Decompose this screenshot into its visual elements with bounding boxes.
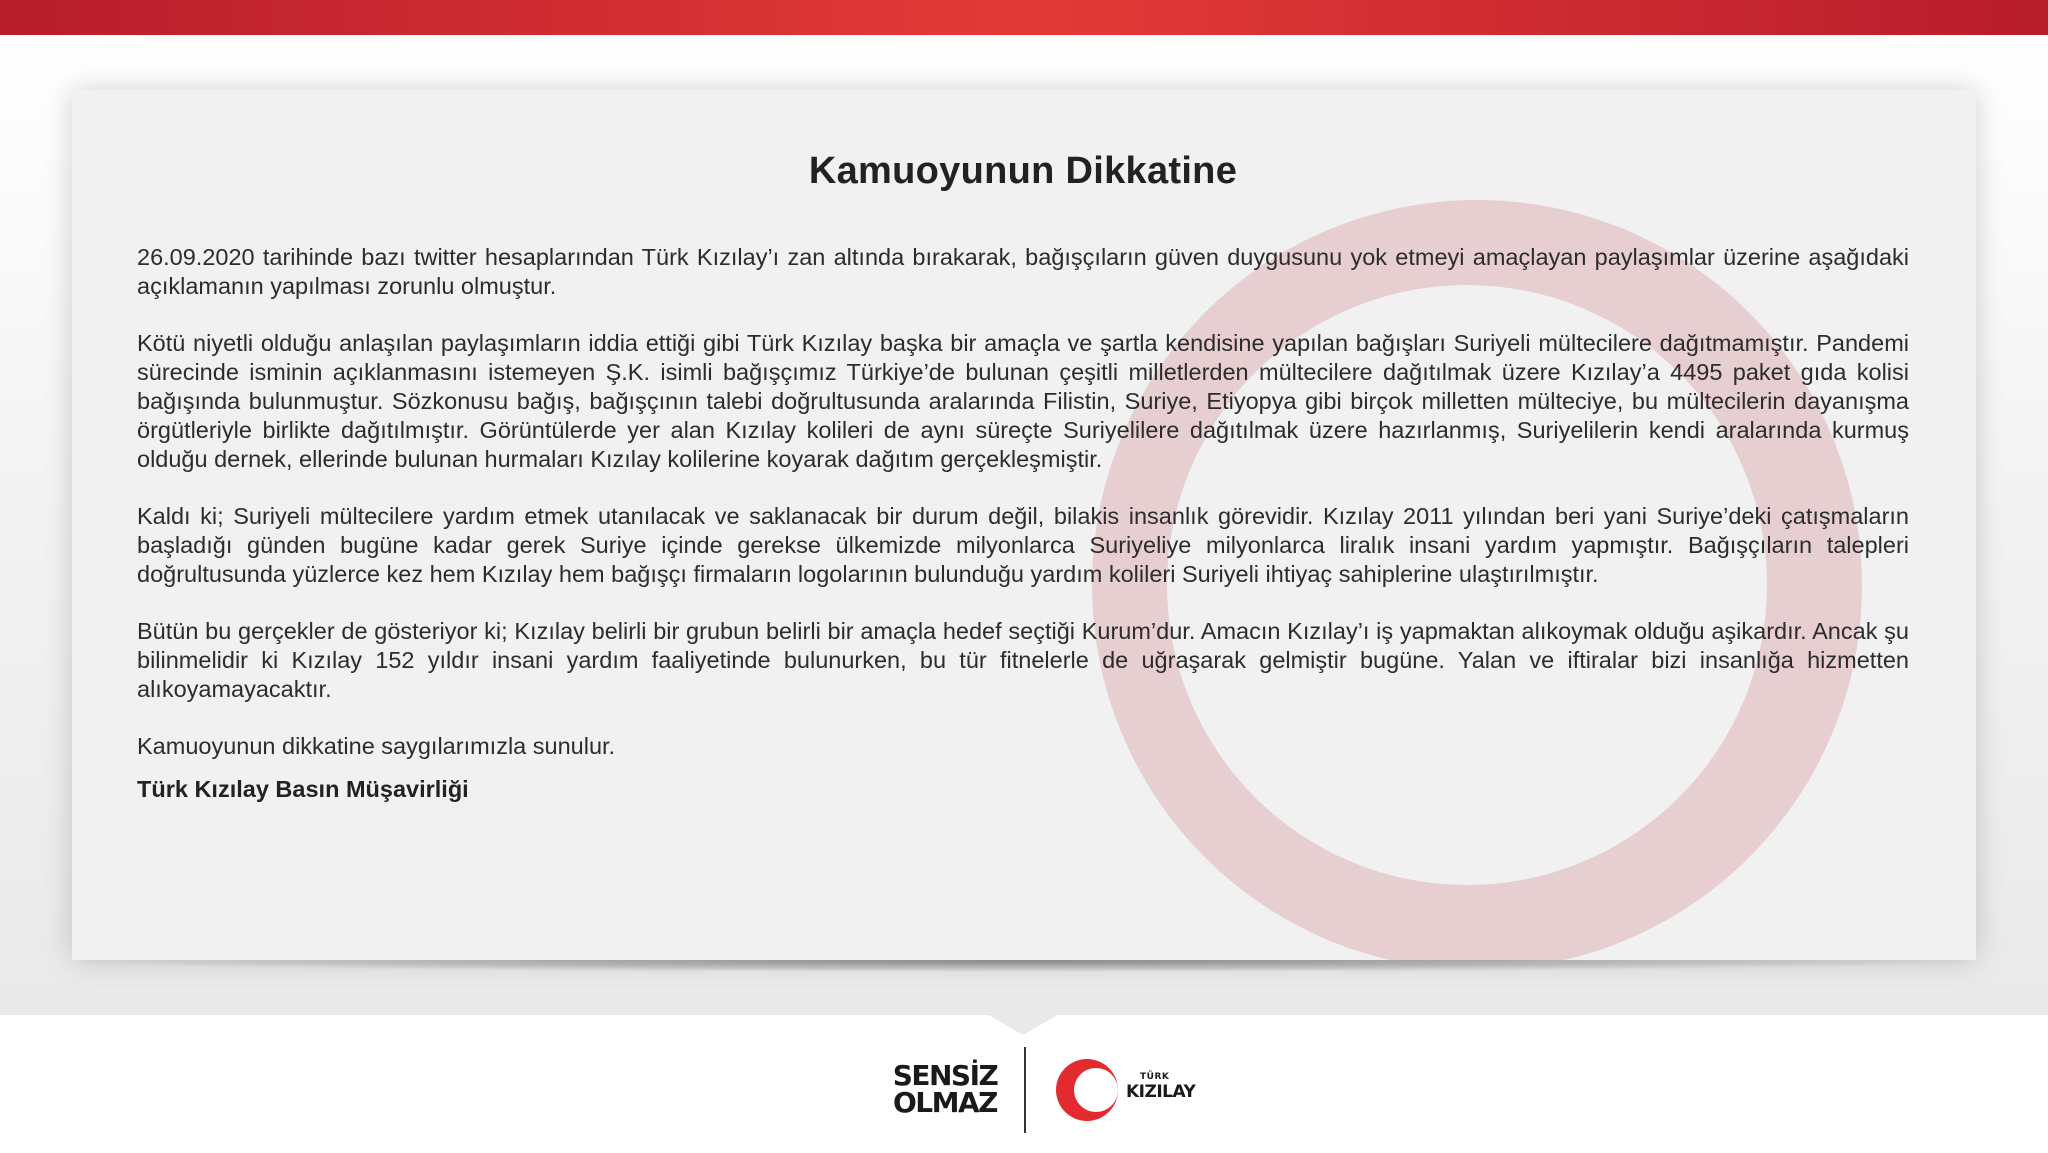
logo-divider	[1024, 1047, 1026, 1133]
paragraph-humanitarian: Kaldı ki; Suriyeli mültecilere yardım etmek utanılacak ve saklanacak bir durum değil, bilakis insanlık görevidir. Kızılay 2011 yılından beri yani Suriye’deki çatışmaların başladığı günden bugüne kadar gerek Suriye içinde gerekse ülkemizde milyonlarca Suriyeliye milyonlarca liralık insani yardım yapmıştır. Bağışçıların talepleri doğrultusunda yüzlerce kez hem Kızılay hem bağışçı firmaların logolarının bulunduğu yardım kolileri Suriyeli ihtiyaç sahiplerine ulaştırılmıştır.	[137, 503, 1909, 587]
kizilay-logo-big-text: KIZILAY	[1126, 1082, 1196, 1102]
sensiz-line-1: SENSİZ	[892, 1059, 998, 1092]
top-brand-bar	[0, 0, 2048, 35]
sensiz-olmaz-logo	[890, 1059, 1000, 1119]
page-title: Kamuoyunun Dikkatine	[808, 150, 1238, 192]
signature: Türk Kızılay Basın Müşavirliği	[137, 776, 469, 802]
paragraph-intro: 26.09.2020 tarihinde bazı twitter hesaplarından Türk Kızılay’ı zan altında bırakarak, bağışçıların güven duygusunu yok etmeyi amaçlayan paylaşımlar üzerine aşağıdaki açıklamanın yapılması zorunlu olmuştur.	[137, 244, 1909, 299]
turk-kizilay-logo	[1126, 1072, 1195, 1101]
footer-notch	[985, 1013, 1061, 1035]
sensiz-line-2: OLMAZ	[893, 1086, 997, 1119]
announcement-card	[72, 90, 1976, 960]
crescent-icon	[1052, 1055, 1122, 1125]
paragraph-conclusion: Bütün bu gerçekler de gösteriyor ki; Kızılay belirli bir grubun belirli bir amaçla hedef seçtiği Kurum’dur. Amacın Kızılay’ı iş yapmaktan alıkoymak olduğu aşikardır. Ancak şu bilinmelidir ki Kızılay 152 yıldır insani yardım faaliyetinde bulunurken, bu tür fitnelerle de uğraşarak gelmiştir bugüne. Yalan ve iftiralar bizi insanlığa hizmetten alıkoyamayacaktır.	[137, 618, 1909, 702]
announcement-content	[137, 150, 1909, 804]
paragraph-explanation: Kötü niyetli olduğu anlaşılan paylaşımların iddia ettiği gibi Türk Kızılay başka bir amaçla ve şartla kendisine yapılan bağışları Suriyeli mültecilere dağıtmamıştır. Pandemi sürecinde isminin açıklanmasını istemeyen Ş.K. isimli bağışçımız Türkiye’de bulunan çeşitli milletlerden mültecilere dağıtılmak üzere Kızılay’a 4495 paket gıda kolisi bağışında bulunmuştur. Sözkonusu bağış, bağışçının talebi doğrultusunda aralarında Filistin, Suriye, Etiyopya gibi birçok milletten mülteciye, bu mültecilerin dayanışma örgütleriyle birlikte dağıtılmıştır. Görüntülerde yer alan Kızılay kolileri de aynı süreçte Suriyelilere dağıtılmak üzere hazırlanmış, Suriyelilerin kendi aralarında kurmuş olduğu dernek, ellerinde bulunan hurmaları Kızılay kolilerine koyarak dağıtım gerçekleşmiştir.	[137, 330, 1909, 472]
kizilay-logo-small-text: TÜRK	[1140, 1072, 1170, 1082]
paragraph-closing: Kamuoyunun dikkatine saygılarımızla sunulur.	[137, 733, 616, 759]
